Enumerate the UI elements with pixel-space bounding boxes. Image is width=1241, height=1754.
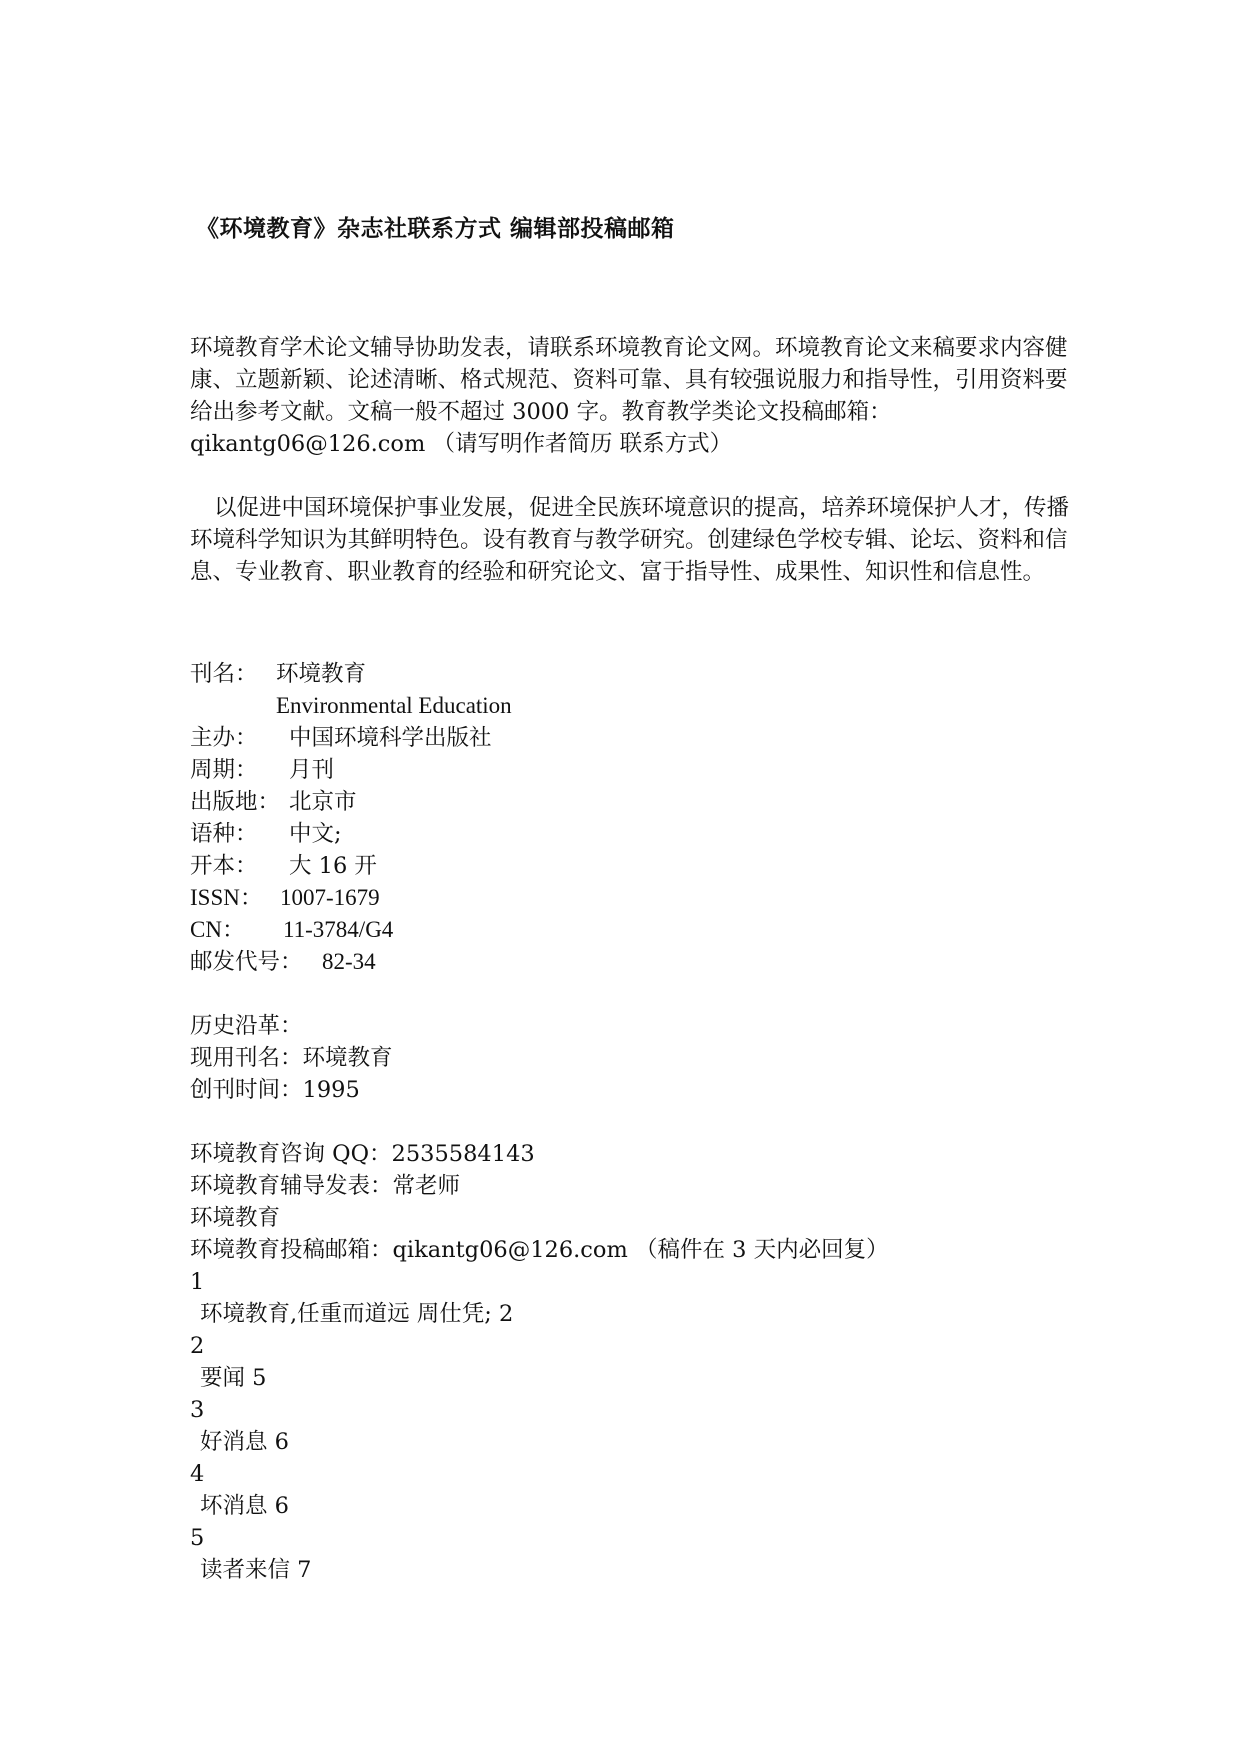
info-place-label: 出版地： bbox=[190, 789, 281, 815]
info-size: 大 16 开 bbox=[289, 853, 377, 879]
info-post-row bbox=[190, 946, 376, 978]
info-size-label: 开本： bbox=[190, 853, 258, 879]
toc-number: 1 bbox=[190, 1269, 205, 1295]
info-name-en: Environmental Education bbox=[276, 693, 512, 718]
info-name-cn: 环境教育 bbox=[276, 661, 367, 687]
info-cn: 11-3784/G4 bbox=[283, 917, 394, 942]
info-name-label: 刊名： bbox=[190, 661, 258, 687]
info-post-label: 邮发代号： bbox=[190, 949, 303, 975]
info-name-row bbox=[190, 658, 366, 690]
page-title: 《环境教育》杂志社联系方式 编辑部投稿邮箱 bbox=[196, 216, 675, 242]
info-issn-row bbox=[190, 882, 380, 914]
info-size-row bbox=[190, 850, 377, 882]
info-place: 北京市 bbox=[289, 789, 357, 815]
toc-entry: 坏消息 6 bbox=[200, 1493, 289, 1519]
info-cn-row bbox=[190, 914, 393, 946]
info-lang: 中文; bbox=[289, 821, 342, 847]
toc-entry: 好消息 6 bbox=[200, 1429, 289, 1455]
contact-qq: 环境教育咨询 QQ：2535584143 bbox=[190, 1141, 535, 1167]
description-paragraph: 以促进中国环境保护事业发展，促进全民族环境意识的提高，培养环境保护人才，传播环境科学知识为其鲜明特色。设有教育与教学研究。创建绿色学校专辑、论坛、资料和信息、专业教育、职业教育的经验和研究论文、富于指导性、成果性、知识性和信息性。 bbox=[190, 495, 1070, 585]
info-period-label: 周期： bbox=[190, 757, 258, 783]
contact-journal: 环境教育 bbox=[190, 1205, 281, 1231]
info-sponsor-row bbox=[190, 722, 492, 754]
info-post: 82-34 bbox=[322, 949, 376, 974]
intro-paragraph: 环境教育学术论文辅导协助发表，请联系环境教育论文网。环境教育论文来稿要求内容健康、立题新颖、论述清晰、格式规范、资料可靠、具有较强说服力和指导性，引用资料要给出参考文献。文稿一般不超过 3000 字。教育教学类论文投稿邮箱：qikantg06@126.com （请写明作者简历 联系方式） bbox=[190, 335, 1068, 457]
info-sponsor: 中国环境科学出版社 bbox=[289, 725, 492, 751]
info-lang-row bbox=[190, 818, 342, 850]
info-issn: 1007-1679 bbox=[280, 885, 380, 910]
toc-number: 5 bbox=[190, 1525, 205, 1551]
history-founded: 创刊时间：1995 bbox=[190, 1077, 360, 1103]
toc-number: 3 bbox=[190, 1397, 205, 1423]
history-current-name: 现用刊名：环境教育 bbox=[190, 1045, 393, 1071]
toc-entry: 要闻 5 bbox=[200, 1365, 267, 1391]
info-period-row bbox=[190, 754, 334, 786]
info-period: 月刊 bbox=[289, 757, 335, 783]
info-lang-label: 语种： bbox=[190, 821, 258, 847]
info-place-row bbox=[190, 786, 357, 818]
toc-number: 4 bbox=[190, 1461, 205, 1487]
info-sponsor-label: 主办： bbox=[190, 725, 258, 751]
contact-tutor: 环境教育辅导发表：常老师 bbox=[190, 1173, 461, 1199]
info-cn-label: CN： bbox=[190, 917, 245, 942]
history-heading: 历史沿革： bbox=[190, 1013, 303, 1039]
toc-number: 2 bbox=[190, 1333, 205, 1359]
contact-email: 环境教育投稿邮箱：qikantg06@126.com （稿件在 3 天内必回复） bbox=[190, 1237, 889, 1263]
toc-entry: 读者来信 7 bbox=[200, 1557, 312, 1583]
toc-entry: 环境教育,任重而道远 周仕凭; 2 bbox=[200, 1301, 514, 1327]
info-issn-label: ISSN： bbox=[190, 885, 263, 910]
